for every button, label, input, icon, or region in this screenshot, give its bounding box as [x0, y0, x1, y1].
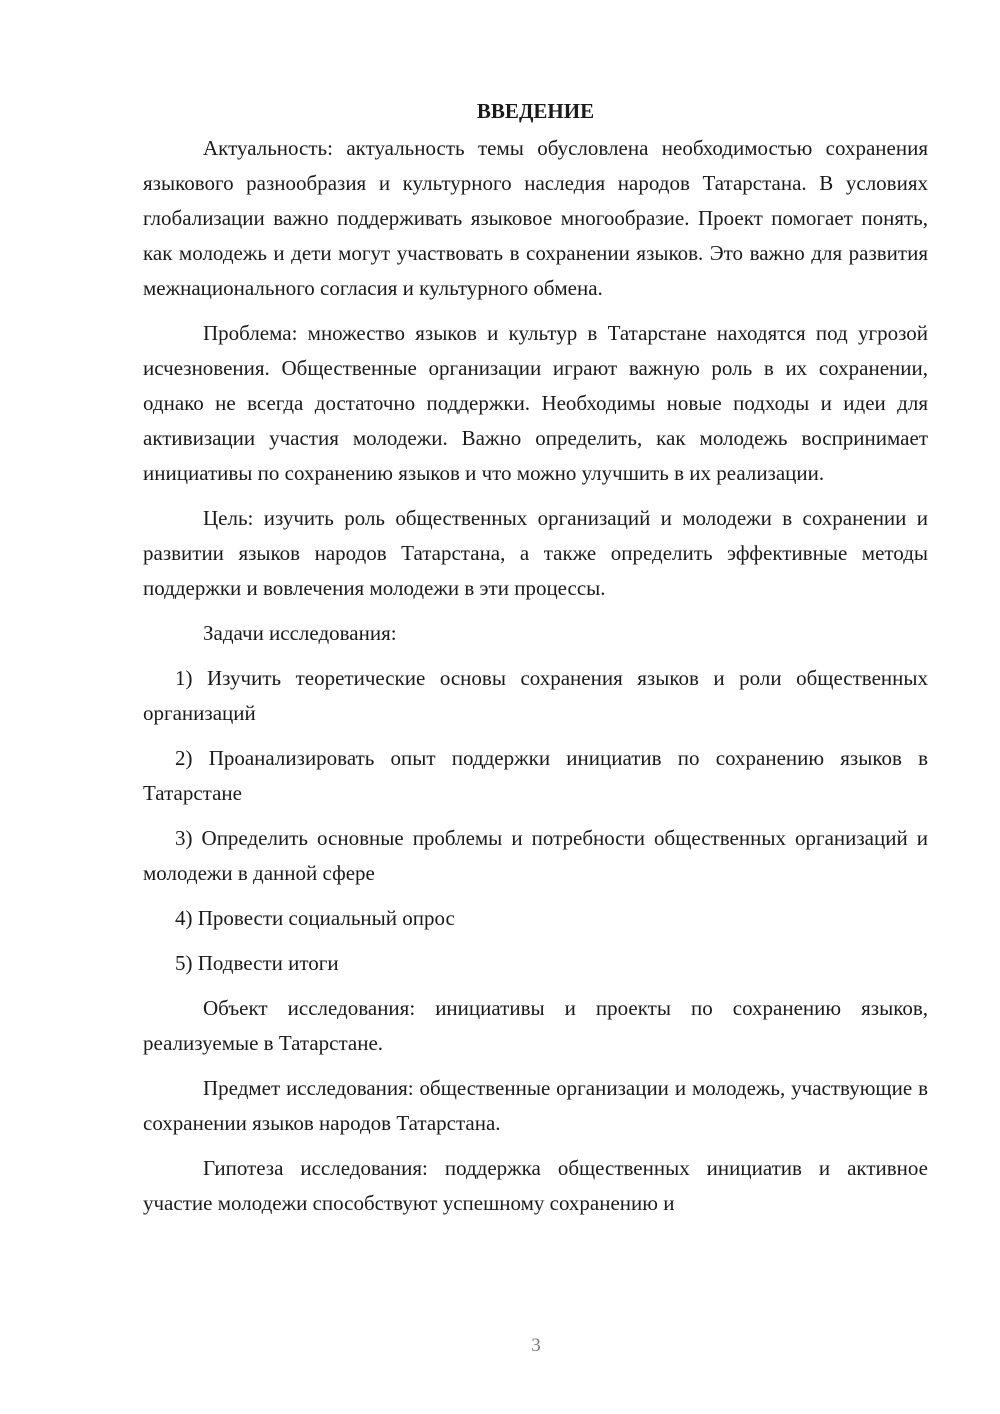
section-title: ВВЕДЕНИЕ: [476, 99, 595, 123]
task-item-2: 2) Проанализировать опыт поддержки инициатив по сохранению языков в Татарстане: [143, 746, 928, 805]
hypothesis-paragraph: Гипотеза исследования: поддержка общественных инициатив и активное участие молодежи способствуют успешному сохранению и: [143, 1156, 928, 1215]
task-item-1: 1) Изучить теоретические основы сохранения языков и роли общественных организаций: [143, 666, 928, 725]
task-item-4: 4) Провести социальный опрос: [175, 906, 455, 930]
object-paragraph: Объект исследования: инициативы и проекты по сохранению языков, реализуемые в Татарстане.: [143, 996, 928, 1055]
problem-paragraph: Проблема: множество языков и культур в Татарстане находятся под угрозой исчезновения. Общественные организации играют важную роль в их сохранении, однако не всегда достаточно поддержки. Необходимы новые подходы и идеи для активизации участия молодежи. Важно определить, как молодежь воспринимает инициативы по сохранению языков и что можно улучшить в их реализации.: [143, 321, 928, 485]
document-page: [143, 96, 928, 1221]
task-item-3: 3) Определить основные проблемы и потребности общественных организаций и молодежи в данной сфере: [143, 826, 928, 885]
tasks-heading: Задачи исследования:: [203, 621, 397, 645]
task-item-5: 5) Подвести итоги: [175, 951, 339, 975]
relevance-paragraph: Актуальность: актуальность темы обусловлена необходимостью сохранения языкового разнообразия и культурного наследия народов Татарстана. В условиях глобализации важно поддерживать языковое многообразие. Проект помогает понять, как молодежь и дети могут участвовать в сохранении языков. Это важно для развития межнационального согласия и культурного обмена.: [143, 136, 928, 300]
subject-paragraph: Предмет исследования: общественные организации и молодежь, участвующие в сохранении языков народов Татарстана.: [143, 1076, 928, 1135]
goal-paragraph: Цель: изучить роль общественных организаций и молодежи в сохранении и развитии языков народов Татарстана, а также определить эффективные методы поддержки и вовлечения молодежи в эти процессы.: [143, 506, 928, 600]
page-number: 3: [531, 1335, 541, 1356]
